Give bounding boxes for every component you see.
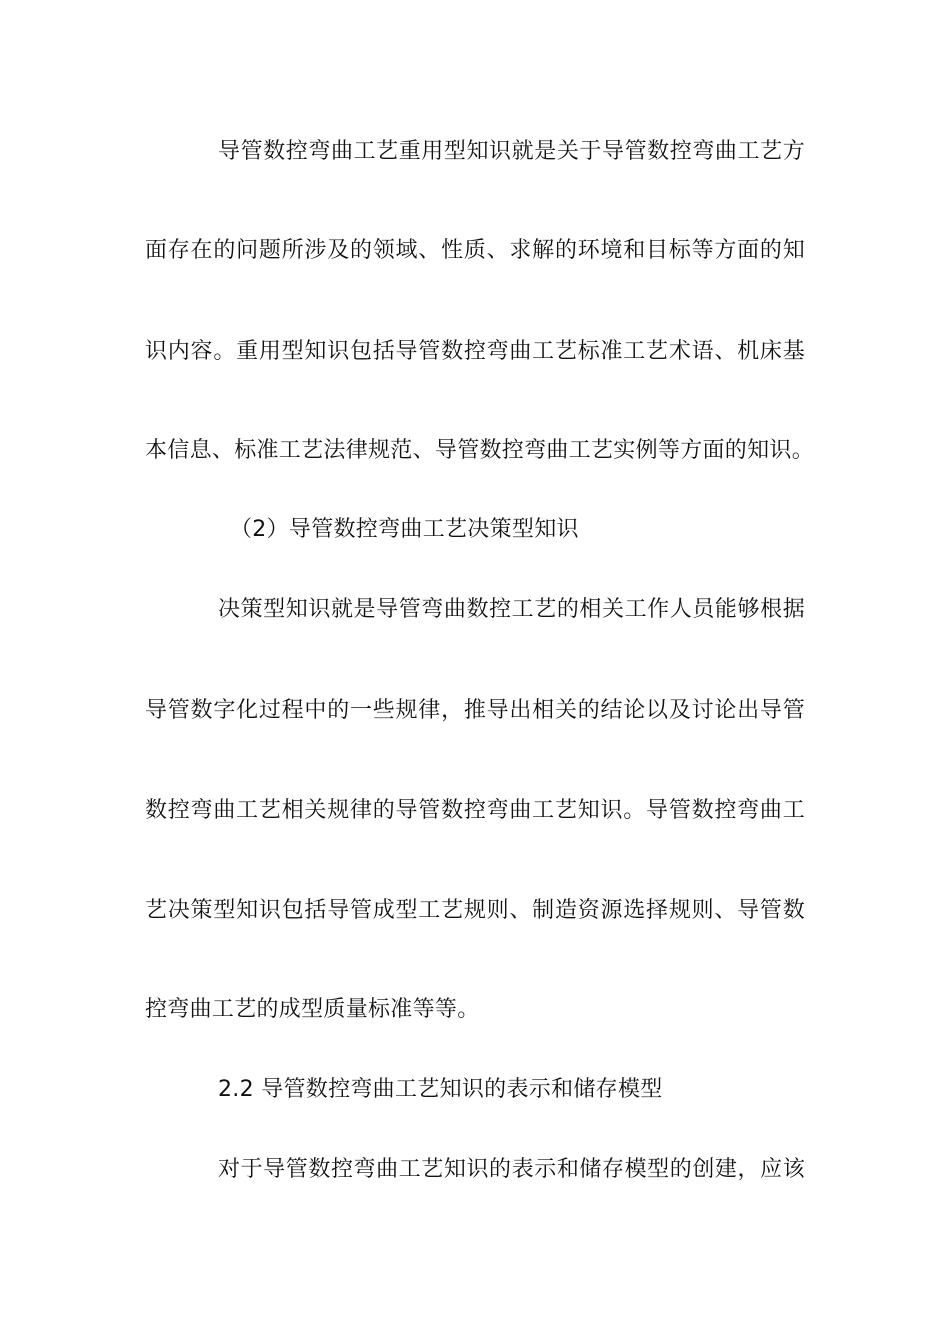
paragraph-2-line-4: 艺决策型知识包括导管成型工艺规则、制造资源选择规则、导管数 [145, 898, 805, 923]
paragraph-3-line-1: 对于导管数控弯曲工艺知识的表示和储存模型的创建，应该 [218, 1157, 805, 1182]
paragraph-2-line-5: 控弯曲工艺的成型质量标准等等。 [145, 997, 480, 1022]
paragraph-1-line-1: 导管数控弯曲工艺重用型知识就是关于导管数控弯曲工艺方 [218, 139, 805, 164]
subheading-decision-knowledge: （2）导管数控弯曲工艺决策型知识 [230, 517, 579, 542]
paragraph-2-line-2: 导管数字化过程中的一些规律，推导出相关的结论以及讨论出导管 [145, 698, 805, 723]
paragraph-2-line-1: 决策型知识就是导管弯曲数控工艺的相关工作人员能够根据 [218, 597, 805, 622]
paragraph-1-line-4: 本信息、标准工艺法律规范、导管数控弯曲工艺实例等方面的知识。 [145, 438, 815, 463]
section-heading-2-2: 2.2 导管数控弯曲工艺知识的表示和储存模型 [218, 1077, 663, 1102]
paragraph-1-line-2: 面存在的问题所涉及的领域、性质、求解的环境和目标等方面的知 [145, 238, 805, 263]
paragraph-2-line-3: 数控弯曲工艺相关规律的导管数控弯曲工艺知识。导管数控弯曲工 [145, 798, 805, 823]
paragraph-1-line-3: 识内容。重用型知识包括导管数控弯曲工艺标准工艺术语、机床基 [145, 339, 805, 364]
